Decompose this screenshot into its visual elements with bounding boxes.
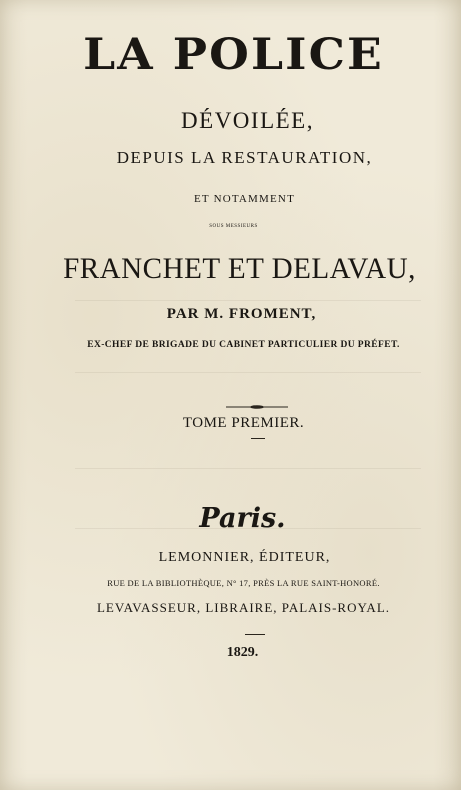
subtitle-line-depuis: DEPUIS LA RESTAURATION, [116, 148, 373, 167]
divider-rule [251, 438, 265, 439]
book-subtitle: DÉVOILÉE, [181, 108, 314, 133]
publication-year: 1829. [226, 645, 259, 660]
author-line: PAR M. FROMENT, [166, 306, 317, 322]
subtitle-names: FRANCHET ET DELAVAU, [63, 252, 416, 285]
bleed-through-line [75, 372, 421, 373]
ornament-divider-icon [226, 404, 288, 410]
volume-label: TOME PREMIER. [182, 415, 305, 431]
bleed-through-line [75, 300, 421, 301]
divider-rule [245, 634, 265, 635]
publisher-address: RUE DE LA BIBLIOTHÈQUE, N° 17, PRÈS LA RUE SAINT-HONORÉ. [107, 578, 380, 588]
subtitle-line-notamment: ET NOTAMMENT [193, 193, 295, 205]
bookseller-name: LEVAVASSEUR, LIBRAIRE, PALAIS-ROYAL. [96, 600, 391, 615]
bleed-through-line [75, 468, 421, 469]
author-role: EX-CHEF DE BRIGADE DU CABINET PARTICULIER DU PRÉFET. [87, 340, 400, 350]
imprint-city: Paris. [199, 503, 286, 534]
book-title: LA POLICE [83, 30, 384, 80]
publisher-name: LEMONNIER, ÉDITEUR, [158, 550, 331, 565]
subtitle-line-sous: SOUS MESSIEURS [209, 224, 258, 229]
